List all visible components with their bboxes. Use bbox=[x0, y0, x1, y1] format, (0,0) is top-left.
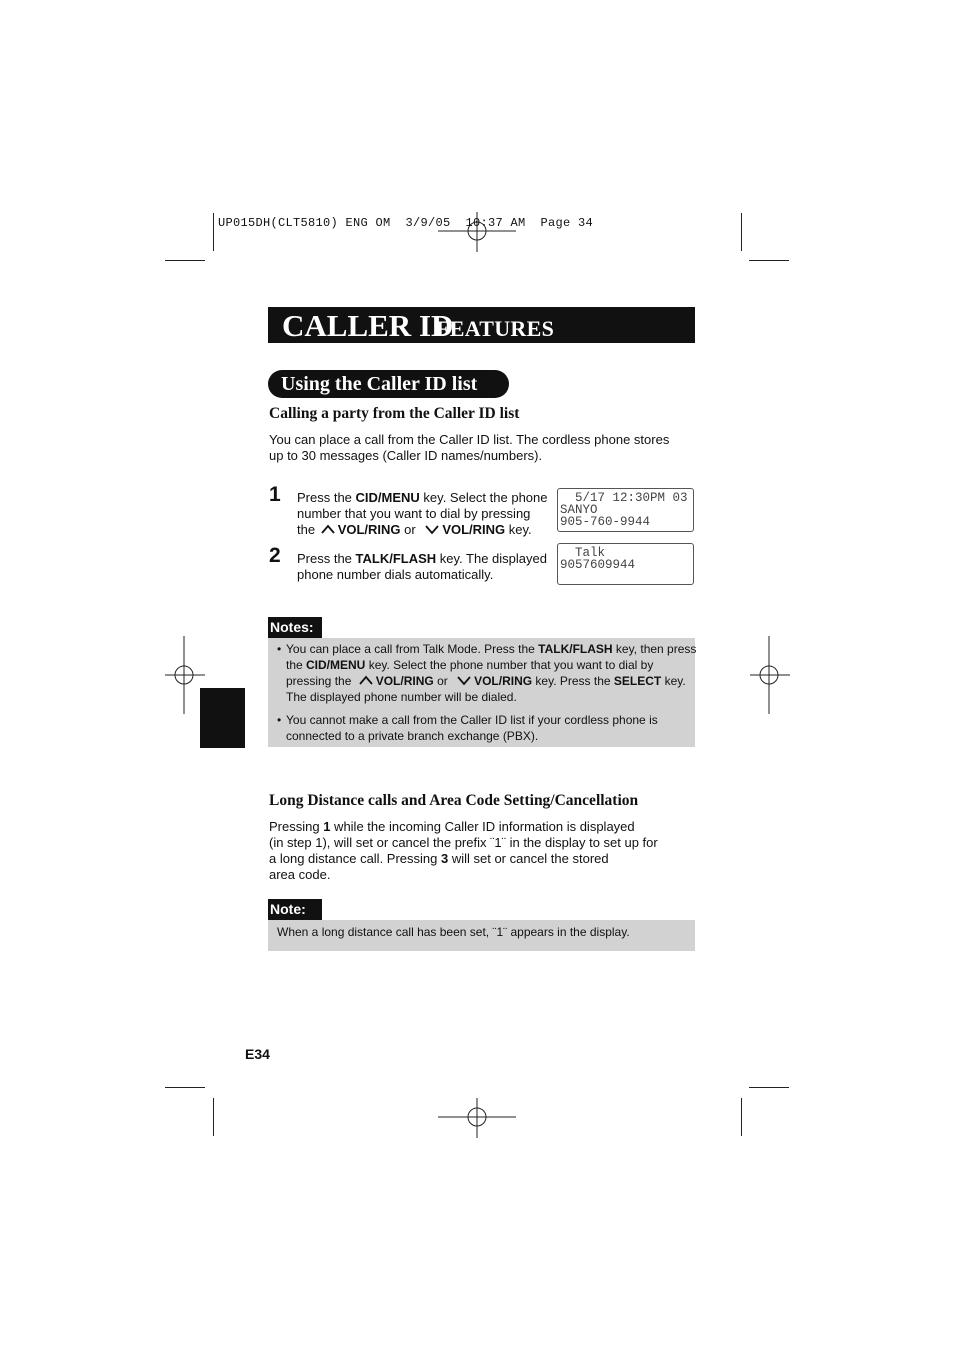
paragraph-line bbox=[269, 851, 658, 867]
key-label: TALK/FLASH bbox=[355, 551, 437, 566]
registration-target-icon bbox=[750, 636, 790, 714]
paragraph-line: up to 30 messages (Caller ID names/numbers). bbox=[269, 448, 543, 463]
note-line bbox=[286, 657, 696, 673]
note-box bbox=[268, 920, 695, 951]
text: key. Select the phone bbox=[419, 490, 548, 505]
note-line: When a long distance call has been set, ¨1¨ appears in the display. bbox=[277, 925, 630, 939]
crop-mark bbox=[213, 213, 214, 251]
lcd-display bbox=[557, 488, 694, 532]
paragraph-line: area code. bbox=[269, 867, 331, 882]
text: key. bbox=[505, 522, 532, 537]
intro-paragraph bbox=[269, 432, 669, 464]
text: will set or cancel the stored bbox=[448, 851, 609, 866]
lcd-line: 9057609944 bbox=[560, 558, 636, 572]
note-item bbox=[286, 712, 658, 744]
page-title-sub: FEATURES bbox=[436, 316, 555, 341]
crop-mark bbox=[741, 1098, 742, 1136]
note-line: The displayed phone number will be dialed. bbox=[286, 690, 517, 704]
step-number: 2 bbox=[269, 544, 281, 567]
key-label: CID/MENU bbox=[355, 490, 420, 505]
notes-box bbox=[268, 638, 695, 747]
note-line bbox=[286, 641, 696, 657]
lcd-display bbox=[557, 543, 694, 585]
text: Pressing bbox=[269, 819, 324, 834]
lcd-line: 5/17 12:30PM 03 bbox=[560, 491, 688, 505]
lcd-line: Talk bbox=[560, 546, 606, 560]
crop-mark bbox=[165, 260, 205, 261]
step-line bbox=[297, 522, 548, 538]
bullet-icon: • bbox=[277, 642, 282, 656]
long-distance-paragraph bbox=[269, 819, 658, 883]
key-label: CID/MENU bbox=[306, 658, 366, 672]
text: key. The displayed bbox=[436, 551, 547, 566]
crop-mark bbox=[165, 1087, 205, 1088]
note-line: You cannot make a call from the Caller ID list if your cordless phone is bbox=[286, 713, 658, 727]
lcd-line: SANYO bbox=[560, 503, 598, 517]
key-label: VOL/RING bbox=[375, 674, 434, 688]
paragraph-line bbox=[269, 819, 658, 835]
note-line bbox=[286, 673, 696, 689]
text: the bbox=[286, 658, 307, 672]
text: while the incoming Caller ID information is displayed bbox=[330, 819, 635, 834]
paragraph-line: You can place a call from the Caller ID list. The cordless phone stores bbox=[269, 432, 670, 447]
crop-mark bbox=[213, 1098, 214, 1136]
text: key. Select the phone number that you want to dial by bbox=[365, 658, 654, 672]
text: a long distance call. Pressing bbox=[269, 851, 441, 866]
key-label: TALK/FLASH bbox=[538, 642, 613, 656]
text: or bbox=[400, 522, 420, 537]
section-pill-label: Using the Caller ID list bbox=[281, 373, 478, 395]
step-text bbox=[297, 490, 548, 538]
section-pill bbox=[268, 370, 509, 398]
text: Press the bbox=[297, 490, 356, 505]
step-line bbox=[297, 551, 547, 567]
paragraph-line: (in step 1), will set or cancel the prefix ¨1¨ in the display to set up for bbox=[269, 835, 658, 850]
step-line: number that you want to dial by pressing bbox=[297, 506, 531, 521]
step-line: phone number dials automatically. bbox=[297, 567, 494, 582]
text: key. bbox=[661, 674, 686, 688]
text: key, then press bbox=[612, 642, 697, 656]
key-label: VOL/RING bbox=[474, 674, 533, 688]
notes-label: Notes: bbox=[268, 617, 322, 638]
section-heading: Long Distance calls and Area Code Setting/Cancellation bbox=[269, 792, 639, 809]
key-label: VOL/RING bbox=[337, 522, 401, 537]
crop-mark bbox=[741, 213, 742, 251]
registration-target-icon bbox=[165, 636, 205, 714]
crop-mark bbox=[749, 260, 789, 261]
note-line: connected to a private branch exchange (PBX). bbox=[286, 729, 539, 743]
key-label: SELECT bbox=[613, 674, 662, 688]
text: Press the bbox=[297, 551, 356, 566]
lcd-line: 905-760-9944 bbox=[560, 515, 651, 529]
print-header: UP015DH(CLT5810) ENG OM 3/9/05 10:37 AM Page 34 bbox=[218, 216, 594, 230]
page-title-bar bbox=[268, 307, 695, 343]
text: key. Press the bbox=[532, 674, 614, 688]
side-tab-marker bbox=[200, 688, 245, 748]
note-label: Note: bbox=[268, 899, 322, 920]
text: or bbox=[433, 674, 452, 688]
crop-mark bbox=[749, 1087, 789, 1088]
chevron-down-icon bbox=[425, 524, 439, 534]
chevron-down-icon bbox=[457, 675, 471, 685]
key-label: 1 bbox=[323, 819, 331, 834]
text: You can place a call from Talk Mode. Press the bbox=[286, 642, 539, 656]
step-line bbox=[297, 490, 548, 506]
page-number: E34 bbox=[245, 1046, 270, 1062]
key-label: 3 bbox=[440, 851, 449, 866]
bullet-icon: • bbox=[277, 713, 282, 727]
chevron-up-icon bbox=[359, 675, 373, 685]
note-item bbox=[286, 641, 696, 705]
chevron-up-icon bbox=[321, 524, 335, 534]
page-title: CALLER ID bbox=[282, 308, 454, 343]
step-text bbox=[297, 551, 547, 583]
key-label: VOL/RING bbox=[442, 522, 506, 537]
step-number: 1 bbox=[269, 483, 281, 506]
text: the bbox=[297, 522, 319, 537]
registration-target-icon bbox=[438, 1098, 516, 1138]
text: pressing the bbox=[286, 674, 355, 688]
section-heading: Calling a party from the Caller ID list bbox=[269, 405, 520, 422]
